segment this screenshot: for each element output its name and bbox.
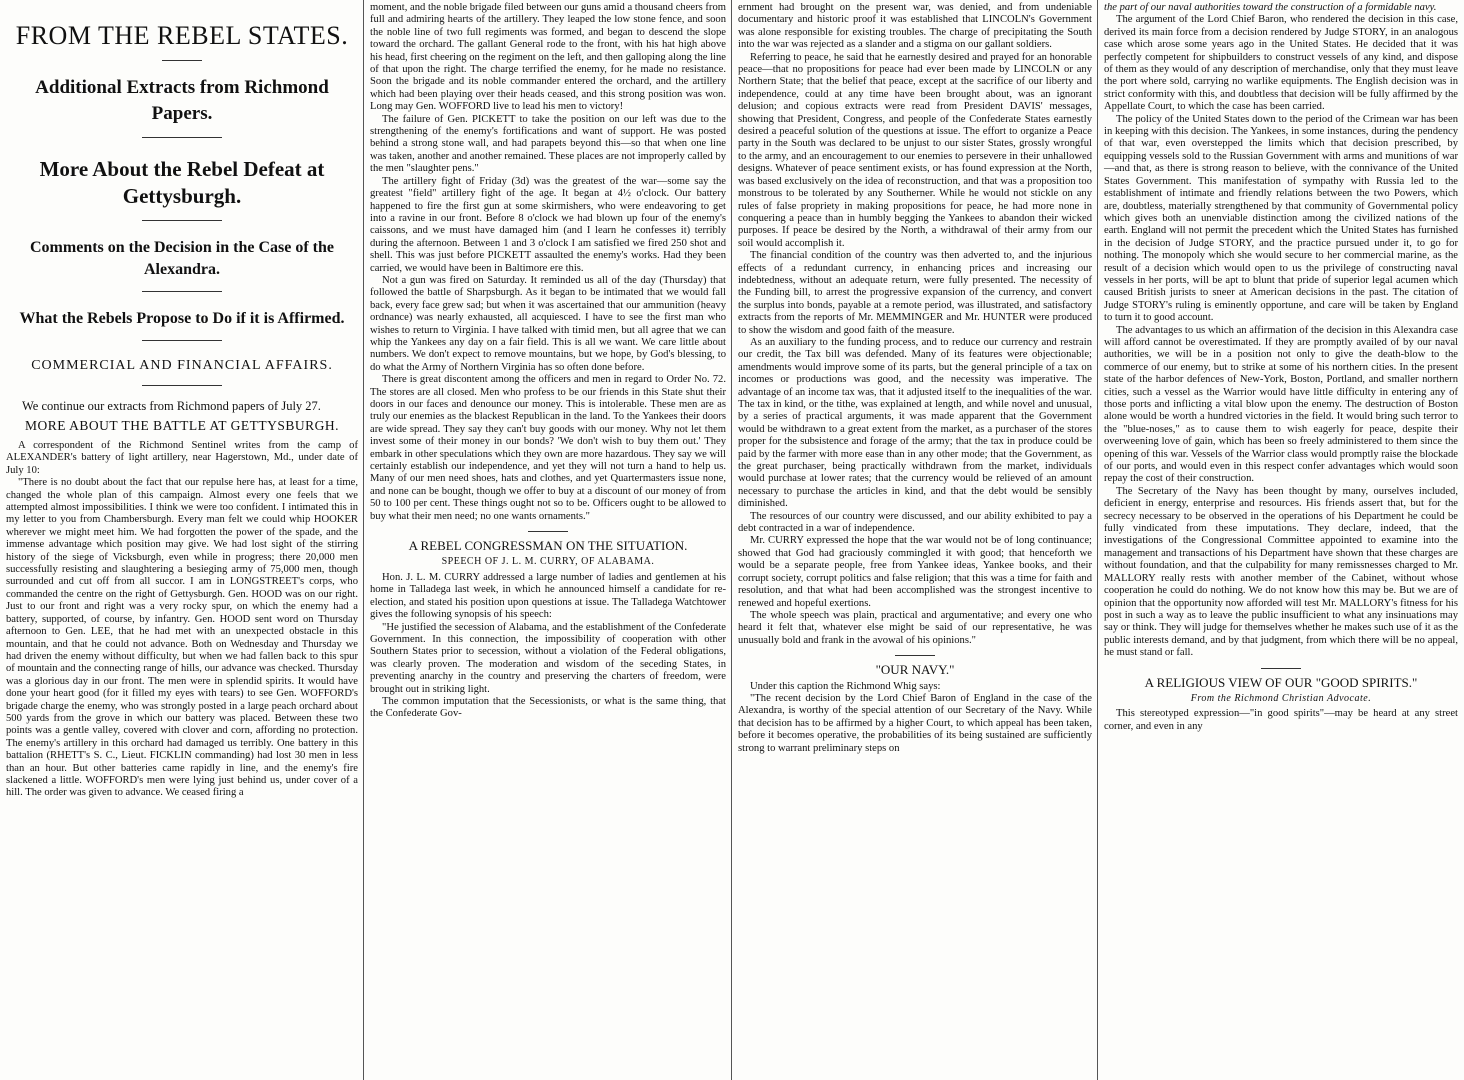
article-paragraph: The failure of Gen. PICKETT to take the position on our left was due to the strengthening of the enemy's fortifications and want of support. He was posted behind a strong stone wall, and had parapets beyond this—so that when one line was taken, another and another remained. These places are not improperly called by the men "slaughter pens." <box>370 113 726 175</box>
divider <box>142 385 222 386</box>
article-paragraph: As an auxiliary to the funding process, and to reduce our currency and restrain our credit, the Tax bill was defended. Many of its features were objectionable; amendments would improve some of its parts, but the general principle of a tax on incomes or productions was good, and the necessity was imperative. The advantage of an income tax was, that it adjusted itself to the inequalities of the war. The tax in kind, or the tithe, was explained at length, and while novel and unusual, by a series of practical arguments, it was made apparent that the Government would be withdrawn to a great extent from the market, as a purchaser of the stores proper for the subsistence and forage of the army; that the tax in produce could be paid by the farmer with more ease than in any other mode; that the Government, as the great purchaser, being practically withdrawn from the market, individuals would purchase at lower rates; that the currency would be relieved of an amount necessary to purchase the articles in kind, and that the debt would be sensibly diminished. <box>738 336 1092 510</box>
divider <box>142 137 222 138</box>
article-paragraph: There is great discontent among the officers and men in regard to Order No. 72. The stores are all closed. Men who profess to be our friends in this State shut their doors in our faces and denounce our money. This is intolerable. These men are as truly our enemies as the blackest Republican in the land. To the Yankees their doors are wide spread. They say they can't buy goods with our money. Why not let them invest some of their money in our bonds? 'We don't wish to buy them out.' They embark in other speculations which they own are more hazardous. They say we will certainly establish our independence, and yet they will not turn a hand to help us. Many of our men need shoes, hats and clothes, and yet Quartermasters issue none, and none can be bought, though we offer to buy at a discount of our money of from 50 to 100 per cent. These things ought not so to be. Officers ought to be allowed to buy what their men need; no one wants ornaments." <box>370 374 726 522</box>
divider <box>528 531 568 532</box>
divider <box>1261 668 1301 669</box>
divider <box>142 291 222 292</box>
subheadline-alexandra: Comments on the Decision in the Case of the Alexandra. <box>30 239 334 278</box>
article-paragraph: The common imputation that the Secessionists, or what is the same thing, that the Confederate Gov- <box>370 695 726 720</box>
main-headline: FROM THE REBEL STATES. <box>15 21 349 50</box>
subheadline-commercial: COMMERCIAL AND FINANCIAL AFFAIRS. <box>31 358 333 373</box>
column-4 <box>1098 0 1464 1080</box>
article-paragraph: This stereotyped expression—"in good spirits"—may be heard at any street corner, and even in any <box>1104 708 1458 732</box>
article-paragraph: moment, and the noble brigade filed between our guns amid a thousand cheers from full and admiring hearts of the artillery. They leaped the low stone fence, and soon the noble line of two full regiments was formed, and began to descend the slope toward the orchard. The gallant General rode to the front, with his hat high above his head, first cheering on the regiment on the left, and then galloping along the line of that upon the right. The charge terrified the enemy, for he made no resistance. Soon the brigade and its noble commander entered the orchard, and the artillery which had been playing over their heads ceased, and this strong position was won. Long may Gen. WOFFORD live to lead his men to victory! <box>370 2 726 113</box>
article-paragraph: Not a gun was fired on Saturday. It reminded us all of the day (Thursday) that followed the battle of Sharpsburgh. As it began to be intimated that we would fall back, every face grew sad; but when it was ascertained that our ammunition (heavy ordnance) was nearly exhausted, all acquiesced. I have to see the first man who wishes to return to Virginia. I have talked with timid men, but all agree that we can whip the Yankees any day on a fair field. This is all we want. We care little about numbers. We don't expect to remove mountains, but we hope, by God's blessing, to do what the Army of Northern Virginia has so often done before. <box>370 274 726 373</box>
article-paragraph: Referring to peace, he said that he earnestly desired and prayed for an honorable peace—that no propositions for peace had ever been made by LINCOLN or any Northern State; that the belief that peace, except at the sacrifice of our liberty and independence, could at any time have been brought about, was an ignorant delusion; and copious extracts were read from President DAVIS' messages, showing that President, Congress, and people of the Confederate States earnestly desired a peaceful solution of the questions at issue. The effort to organize a Peace party in the South was declared to be unjust to our sister States, grossly wrongful to the army, and an encouragement to our enemies to persevere in their unhallowed designs. Whatever of peace sentiment exists, or has found expression at the North, was based exclusively on the idea of reconstruction, and that was a proposition too monstrous to be tolerated by any Southerner. While he would not stickle on any rules of false propriety in making propositions for peace, he had more none in conquering a peace than in humbly begging the Yankees to abandon their wicked purposes. If peace be desired by the North, a withdrawal of their army from our soil would accomplish it. <box>738 51 1092 249</box>
column-1 <box>0 0 364 1080</box>
article-paragraph: The financial condition of the country was then adverted to, and the injurious effects of a redundant currency, in enhancing prices and increasing our indebtedness, without an adequate return, were fully presented. The necessity of the Funding bill, to arrest the progressive expansion of the currency, and convert the surplus into bonds, payable at a remote period, was illustrated, and satisfactory extracts from the reports of Mr. MEMMINGER and Mr. HUNTER were produced to show the wisdom and good faith of the measure. <box>738 250 1092 336</box>
article-paragraph: ernment had brought on the present war, was denied, and from undeniable documentary and historic proof it was established that LINCOLN's Government was alone responsible for existing troubles. The charge of precipitating the South into the war was rejected as a slander and a stigma on our gallant soldiers. <box>738 2 1092 51</box>
column-2 <box>364 0 732 1080</box>
intro-paragraph: We continue our extracts from Richmond papers of July 27. <box>22 399 321 413</box>
divider <box>142 340 222 341</box>
article-paragraph: The resources of our country were discussed, and our ability exhibited to pay a debt contracted in a war of independence. <box>738 510 1092 535</box>
divider <box>142 220 222 221</box>
article-paragraph: A correspondent of the Richmond Sentinel writes from the camp of ALEXANDER's battery of light artillery, near Hagerstown, Md., under date of July 10: <box>6 440 358 476</box>
article-paragraph: The Secretary of the Navy has been thought by many, ourselves included, deficient in energy, enterprise and resources. His friends assert that, but for the secrecy necessary to be observed in the operations of his Department he could be fully vindicated from these imputations. They declare, indeed, that the investigations of the Congressional Committee appointed to examine into the management and transactions of his Department have shown that these charges are without foundation, and that the culpability for many remissnesses charged to Mr. MALLORY really rests with another member of the Cabinet, without whose cooperation he could do nothing. We do not know how this may be. But we are of opinion that the opportunity now afforded will test Mr. MALLORY's fitness for his post in such a way as to leave the public insufficient to what any insinuations may say or think. They will judge for themselves whether he makes such use of it as the public interests demand, and by that judgment, from which there will be no appeal, he must stand or fall. <box>1104 485 1458 659</box>
divider <box>162 60 202 61</box>
article-paragraph: "He justified the secession of Alabama, and the establishment of the Confederate Government. In this connection, the impossibility of cooperation with other Southern States prior to secession, without a violation of the Federal obligations, was clearly proven. The moderation and wisdom of the seceding States, in preventing anarchy in the country and preserving the charters of freedom, were brought out in striking light. <box>370 621 726 695</box>
section-heading-our-navy: "OUR NAVY." <box>875 662 955 678</box>
section-heading-congressman: A REBEL CONGRESSMAN ON THE SITUATION. <box>408 538 688 554</box>
article-paragraph: The policy of the United States down to the period of the Crimean war has been in keeping with this decision. The Yankees, in some instances, during the pendency of that war, even overstepped the limits which that decision prescribed, by equipping vessels sold to the Russian Government with arms and munitions of war—and that, as there is strong reason to believe, with the connivance of the United States Government. This manifestation of sympathy with Russia led to the establishment of intimate and friendly relations between the two Powers, which are, doubtless, materially strengthened by that community of Governmental policy which gives both an unenviable distinction among the civilized nations of the earth. England will not permit the precedent which the United States has furnished in the decision of Judge STORY, and the practice pursued under it, to go for nothing. The monopoly which she would secure to her commercial marine, as the result of a decision which would open to us the privilege of constructing naval vessels in her ports, will be apt to blunt that pride of superior legal acumen which caused British jurists to sneer at American decisions in the past. The citation of Judge STORY's ruling is eminently opportune, and care will be taken by England to turn it to good account. <box>1104 113 1458 324</box>
byline: SPEECH OF J. L. M. CURRY, OF ALABAMA. <box>441 556 655 568</box>
section-heading-battle: MORE ABOUT THE BATTLE AT GETTYSBURGH. <box>24 418 340 433</box>
article-paragraph: the part of our naval authorities toward the construction of a formidable navy. <box>1104 2 1437 13</box>
article-paragraph: The whole speech was plain, practical and argumentative; and every one who heard it felt that, whatever else might be said of our representative, he was unusually bold and frank in the avowal of his opinions." <box>738 609 1092 646</box>
subheadline-extracts: Additional Extracts from Richmond Papers. <box>35 77 329 124</box>
article-paragraph: "There is no doubt about the fact that our repulse here has, at least for a time, changed the whole plan of this campaign. Almost every one feels that we attempted almost impossibilities. I think we were too confident. I intimated this in my letter to you from Chambersburgh. Every man felt we could whip HOOKER wherever we might meet him. We had forgotten the power of the spade, and the immense advantage which position may give. We had lost sight of the stirring history of the siege of Vicksburgh, even while in progress; there 20,000 men successfully resisting and slaughtering a besieging army of 75,000 men, though surrounded and cut off from all succor. I am in LONGSTREET's corps, who commanded the centre on the right of Gettysburgh. Gen. HOOD was on our right. Just to our front and right was a very rocky spur, on which the enemy had a battery, supported, of course, by infantry. Gen. HOOD sent word on Thursday afternoon to Gen. LEE, that he had met with an unexpected obstacle in this mountain, and that he could not advance. Both on Wednesday and Thursday we had driven the enemy without difficulty, but when we had fallen back to this spur of mountain and the connecting range of hills, our advance was checked. Thursday was a glorious day in our front. The men were in splendid spirits. It would have done your heart good (for it filled my eyes with tears) to see Gen. WOFFORD's brigade charge the enemy, who was strongly posted in a large peach orchard about 500 yards from the grove in which our battery was placed. Between these two points was a gentle valley, covered with clover and corn, affording no protection. The enemy's artillery in this orchard had damaged us terribly. One battery in this battalion (RHETT's S. C., Lieut. FICKLIN commanding) had lost 30 men in less than an hour. But other batteries came rapidly in line, and the enemy's fire slackened a little. WOFFORD's men were lying just behind us, under cover of a hill. The order was given to advance. We ceased firing a <box>6 477 358 799</box>
article-paragraph: The artillery fight of Friday (3d) was the greatest of the war—some say the greatest "field" artillery fight of the age. It began at 4½ o'clock. Our battery happened to fire the first gun at some skirmishers, who were endeavoring to get into a ravine in our front. Before 8 o'clock we had blown up four of the enemy's caissons, and we must have damaged him (and I learn he confesses it) terribly during the afternoon. Between 1 and 3 o'clock I am satisfied we fired 250 shot and shell. This was just before PICKETT assaulted the enemy's works. Had they been carried, we would have been in Baltimore ere this. <box>370 175 726 274</box>
subheadline-rebels-propose: What the Rebels Propose to Do if it is Affirmed. <box>19 310 345 327</box>
article-paragraph: The advantages to us which an affirmation of the decision in this Alexandra case will afford cannot be overestimated. If they are promptly availed of by our naval authorities, we will be in a position not only to give the death-blow to the commerce of our enemy, but to strike at some of his northern cities. In the present state of the harbor defences of New-York, Boston, Portland, and smaller northern cities, such a vessel as the Warrior would have little difficulty in entering any of those ports and inflicting a vital blow upon the enemy. The destruction of Boston alone would be worth a hundred victories in the field. It would bring such terror to the "blue-noses," as to cause them to wish eagerly for peace, despite their overweening love of gain, which has been so freely administered to them since the opening of this war. Vessels of the Warrior class would promptly raise the blockade of our ports, and would even in this respect confer advantages which would soon repay the cost of their construction. <box>1104 324 1458 485</box>
article-paragraph: "The recent decision by the Lord Chief Baron of England in the case of the Alexandra, is worthy of the special attention of our Secretary of the Navy. While that decision has to be affirmed by a higher Court, to which appeal has been taken, before it becomes operative, the probabilities of its being sustained are sufficiently strong to warrant preliminary steps on <box>738 692 1092 754</box>
article-paragraph: Mr. CURRY expressed the hope that the war would not be of long continuance; showed that God had graciously commingled it with good; that henceforth we would be a separate people, free from Yankee ideas, Yankee books, and their corrupt society, corrupt politics and false religion; that this was a time for faith and resolution, and that what had been accomplished was the strongest incentive to renewed and hopeful exertions. <box>738 535 1092 609</box>
subheadline-gettysburgh: More About the Rebel Defeat at Gettysburgh. <box>39 157 325 208</box>
article-paragraph: Hon. J. L. M. CURRY addressed a large number of ladies and gentlemen at his home in Talladega last week, in which he announced himself a candidate for re-election, and stated his position upon questions at issue. The Talladega Watchtower gives the following synopsis of his speech: <box>370 571 726 621</box>
section-heading-religious-view: A RELIGIOUS VIEW OF OUR "GOOD SPIRITS." <box>1144 674 1418 690</box>
article-paragraph: The argument of the Lord Chief Baron, who rendered the decision in this case, derived its main force from a decision rendered by Judge STORY, in an analogous case which arose some years ago in the United States. He decided that it was perfectly competent for shipbuilders to construct vessels of any kind, and dispose of them as they would of any description of merchandise, only that they must leave the port where sold, carrying no warlike equipments. The English decision was in strict conformity with this, and doubtless that decision will be fully affirmed by the Appellate Court, to which the case has been carried. <box>1104 14 1458 113</box>
article-paragraph: Under this caption the Richmond Whig says: <box>750 680 941 692</box>
column-3 <box>732 0 1098 1080</box>
byline: From the Richmond Christian Advocate. <box>1190 692 1372 704</box>
divider <box>895 655 935 656</box>
